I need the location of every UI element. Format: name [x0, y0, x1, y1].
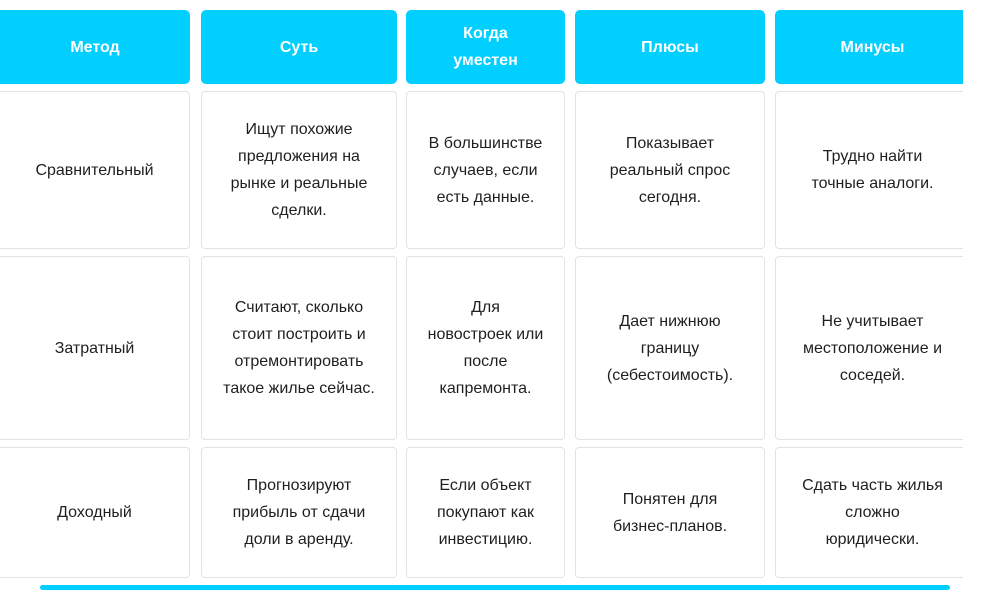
table-row-1-pros	[575, 91, 765, 249]
cell-text: Не учитывает местоположение и соседей.	[802, 312, 943, 384]
table-row-3-when	[406, 447, 565, 578]
cell-text: Сравнительный	[35, 161, 154, 179]
table-row-1-method	[0, 91, 190, 249]
cell-text: Затратный	[54, 339, 135, 357]
header-essence	[201, 10, 397, 84]
cell-text: Показывает реальный спрос сегодня.	[609, 134, 731, 206]
header-pros	[575, 10, 765, 84]
cell-text: Дает нижнюю границу (себестоимость).	[606, 312, 734, 384]
cell-text: Прогнозируют прибыль от сдачи доли в аренду.	[232, 477, 366, 548]
header-pros-label: Плюсы	[641, 38, 699, 56]
cell-text: Сдать часть жилья сложно юридически.	[802, 477, 943, 548]
table-row-3-essence	[201, 447, 397, 578]
header-cons	[775, 10, 963, 84]
cell-text: Ищут похожие предложения на рынке и реальные сделки.	[230, 121, 368, 219]
table-row-2-pros	[575, 256, 765, 440]
header-when	[406, 10, 565, 84]
header-method-label: Метод	[70, 38, 120, 56]
header-when-label: Когда уместен	[453, 25, 518, 69]
table-row-3-cons	[775, 447, 963, 578]
header-method	[0, 10, 190, 84]
table-row-1-essence	[201, 91, 397, 249]
table-row-3-pros	[575, 447, 765, 578]
cell-text: В большинстве случаев, если есть данные.	[428, 134, 543, 206]
header-essence-label: Суть	[279, 38, 319, 56]
horizontal-scrollbar-thumb[interactable]	[40, 585, 950, 590]
cell-text: Доходный	[57, 504, 132, 521]
table-row-2-method	[0, 256, 190, 440]
table-row-2-when	[406, 256, 565, 440]
cell-text: Трудно найти точные аналоги.	[811, 148, 934, 192]
cell-text: Если объект покупают как инвестицию.	[437, 477, 534, 548]
cell-text: Понятен для бизнес-планов.	[612, 490, 728, 535]
table-row-2-essence	[201, 256, 397, 440]
table-row-2-cons	[775, 256, 963, 440]
table-row-1-when	[406, 91, 565, 249]
header-cons-label: Минусы	[840, 38, 905, 56]
table-row-3-method	[0, 447, 190, 578]
table-row-1-cons	[775, 91, 963, 249]
cell-text: Считают, сколько стоит построить и отремонтировать такое жилье сейчас.	[223, 299, 375, 397]
cell-text: Для новостроек или после капремонта.	[427, 299, 544, 397]
